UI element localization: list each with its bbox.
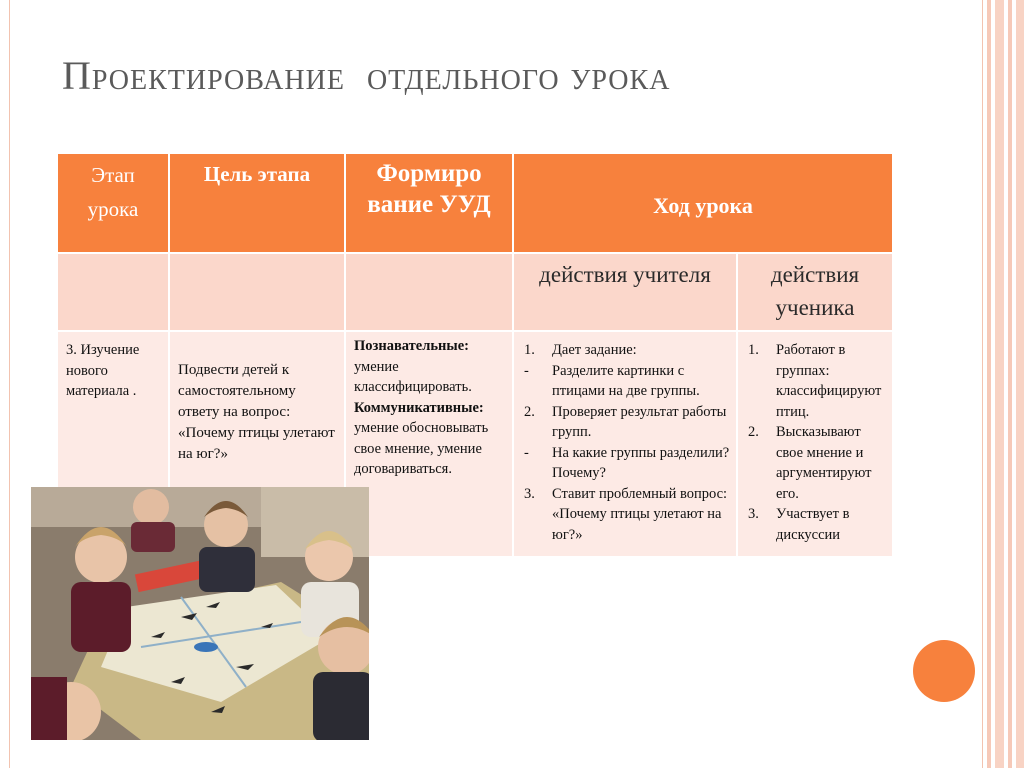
decor-stripe bbox=[1016, 0, 1024, 768]
subheader-teacher-actions: действия учителя bbox=[513, 253, 737, 331]
list-text: Разделите картинки с птицами на две группы. bbox=[552, 362, 700, 399]
list-item bbox=[522, 443, 730, 484]
cell-goal: Подвести детей к самостоятельному ответу на вопрос: «Почему птицы улетают на юг?» bbox=[169, 331, 345, 557]
list-item bbox=[522, 340, 730, 361]
list-item bbox=[522, 361, 730, 402]
list-text: Высказывают свое мнение и аргументируют его. bbox=[776, 424, 872, 502]
list-marker: - bbox=[524, 444, 529, 461]
subheader-cell bbox=[169, 253, 345, 331]
list-text: Ставит проблемный вопрос: «Почему птицы улетают на юг?» bbox=[552, 485, 728, 543]
list-text: Проверяет результат работы групп. bbox=[552, 403, 727, 440]
decor-stripe bbox=[995, 0, 1004, 768]
list-item bbox=[746, 340, 886, 422]
list-text: Участвует в дискуссии bbox=[776, 506, 850, 543]
list-item bbox=[746, 504, 886, 545]
decor-stripe bbox=[1008, 0, 1012, 768]
cell-teacher-actions bbox=[513, 331, 737, 557]
subheader-cell bbox=[345, 253, 513, 331]
uud-cognitive-text: умение классифицировать. bbox=[354, 358, 472, 395]
header-row bbox=[57, 153, 893, 253]
list-marker: - bbox=[524, 362, 529, 379]
uud-communicative-text: умение обосновывать свое мнение, умение договариваться. bbox=[354, 420, 489, 477]
slide-title: Проектирование отдельного урока bbox=[62, 53, 671, 98]
subheader-row bbox=[57, 253, 893, 331]
orange-circle-decoration bbox=[913, 640, 975, 702]
subheader-student-actions: действия ученика bbox=[737, 253, 893, 331]
list-marker: 2. bbox=[524, 403, 535, 420]
list-marker: 2. bbox=[748, 424, 759, 440]
header-stage: Этап урока bbox=[57, 153, 169, 253]
list-marker: 3. bbox=[524, 485, 535, 502]
cell-student-actions bbox=[737, 331, 893, 557]
list-text: Работают в группах: классифицируют птиц. bbox=[776, 342, 882, 420]
decor-stripe bbox=[987, 0, 991, 768]
header-lesson-flow: Ход урока bbox=[513, 153, 893, 253]
subheader-cell bbox=[57, 253, 169, 331]
header-uud: Формиро вание УУД bbox=[345, 153, 513, 253]
header-goal: Цель этапа bbox=[169, 153, 345, 253]
uud-communicative-label: Коммуникативные: bbox=[354, 399, 484, 416]
cell-uud bbox=[345, 331, 513, 557]
list-item bbox=[522, 402, 730, 443]
list-item bbox=[746, 422, 886, 504]
list-text: Дает задание: bbox=[552, 342, 637, 358]
list-item bbox=[522, 484, 730, 546]
photo-illustration bbox=[31, 487, 369, 740]
list-marker: 1. bbox=[524, 342, 535, 358]
list-marker: 3. bbox=[748, 506, 759, 522]
classroom-photo bbox=[31, 487, 369, 740]
list-text: На какие группы разделили? Почему? bbox=[552, 444, 730, 481]
uud-cognitive-label: Познавательные: bbox=[354, 338, 469, 354]
list-marker: 1. bbox=[748, 342, 759, 358]
cell-stage: 3. Изучение нового материала . bbox=[57, 331, 169, 557]
